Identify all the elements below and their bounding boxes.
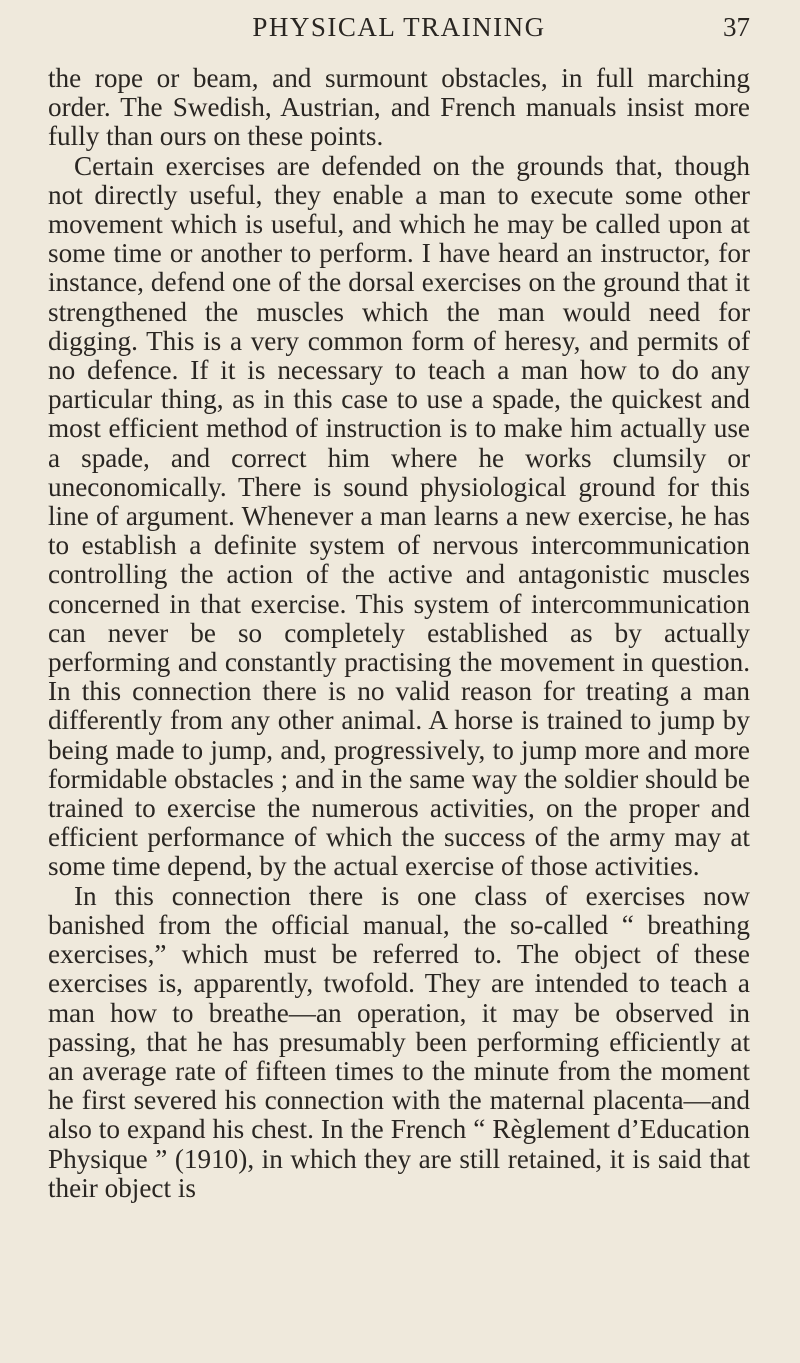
paragraph-1: the rope or beam, and surmount obstacles, in full marching order. The Swedish, Austrian, and French manuals insist more fully than ours on these points. bbox=[48, 63, 750, 152]
running-head bbox=[48, 0, 750, 64]
body-text bbox=[48, 64, 750, 1203]
paragraph-3: In this connection there is one class of exercises now banished from the official manual, the so-called “ breathing exercises,” which must be referred to. The object of these exercises is, apparently, twofold. They are intended to teach a man how to breathe—an operation, it may be observed in passing, that he has presumably been performing efficiently at an average rate of fifteen times to the minute from the moment he first severed his connection with the maternal placenta—and also to expand his chest. In the French “ Règlement d’Education Physique ” (1910), in which they are still retained, it is said that their object is bbox=[48, 880, 750, 1203]
running-title: PHYSICAL TRAINING bbox=[252, 12, 546, 42]
page-number: 37 bbox=[723, 12, 750, 42]
paragraph-2: Certain exercises are defended on the grounds that, though not directly useful, they enable a man to execute some other movement which is useful, and which he may be called upon at some time or another to perform. I have heard an instructor, for instance, defend one of the dorsal exercises on the ground that it strengthened the muscles which the man would need for digging. This is a very common form of heresy, and permits of no defence. If it is necessary to teach a man how to do any particular thing, as in this case to use a spade, the quickest and most efficient method of instruction is to make him actually use a spade, and correct him where he works clumsily or uneconomically. There is sound physiological ground for this line of argument. Whenever a man learns a new exercise, he has to establish a definite system of nervous intercommunication controlling the action of the active and antagonistic muscles concerned in that exercise. This system of intercommunication can never be so completely established as by actually performing and constantly practising the movement in question. In this connection there is no valid reason for treating a man differently from any other animal. A horse is trained to jump by being made to jump, and, progressively, to jump more and more formidable obstacles ; and in the same way the soldier should be trained to exercise the numerous activities, on the proper and efficient performance of which the success of the army may at some time depend, by the actual exercise of those activities. bbox=[48, 150, 750, 882]
